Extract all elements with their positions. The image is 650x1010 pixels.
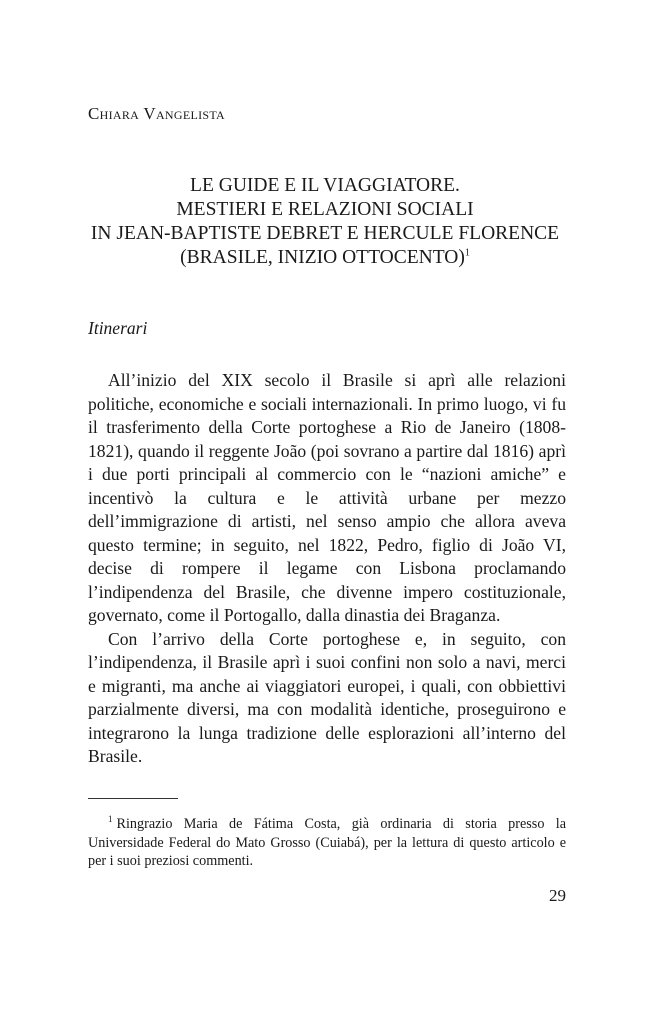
title-line-4 — [70, 246, 580, 270]
title-line-2: MESTIERI E RELAZIONI SOCIALI — [176, 199, 474, 220]
footnote-number: 1 — [108, 814, 113, 825]
footnote-divider — [88, 798, 178, 799]
title-line-4-text: (BRASILE, INIZIO OTTOCENTO) — [180, 247, 465, 268]
title-line-1: LE GUIDE E IL VIAGGIATORE. — [190, 175, 460, 196]
chapter-title — [70, 174, 580, 270]
paragraph-1: All’inizio del XIX secolo il Brasile si aprì alle relazioni politiche, economiche e sociali internazionali. In primo luogo, vi fu il trasferimento della Corte portoghese a Rio de Janeiro (1808-1821), quando il reggente João (poi sovrano a partire dal 1816) aprì i due porti principali al commercio con le “nazioni amiche” e incentivò la cultura e le attività urbane per mezzo dell’immigrazione di artisti, nel senso ampio che allora aveva questo termine; in seguito, nel 1822, Pedro, figlio di João VI, decise di rompere il legame con Lisbona proclamando l’indipendenza del Brasile, che divenne impero costituzionale, governato, come il Portogallo, dalla dinastia dei Braganza. — [88, 370, 566, 625]
title-footnote-mark[interactable]: 1 — [464, 247, 470, 259]
author-name: Chiara Vangelista — [88, 104, 226, 123]
section-heading: Itinerari — [88, 318, 148, 338]
paragraph-2: Con l’arrivo della Corte portoghese e, in seguito, con l’indipendenza, il Brasile aprì i suoi confini non solo a navi, merci e migranti, ma anche ai viaggiatori europei, i quali, con obbiettivi parzialmente diversi, ma con modalità identiche, proseguirono e integrarono la lunga tradizione delle esplorazioni all’interno del Brasile. — [88, 628, 566, 766]
footnote-text: Ringrazio Maria de Fátima Costa, già ordinaria di storia presso la Universidade Federal do Mato Grosso (Cuiabá), per la lettura di questo articolo e per i suoi preziosi commenti. — [88, 816, 566, 869]
title-line-3: IN JEAN-BAPTISTE DEBRET E HERCULE FLORENCE — [90, 223, 560, 244]
footnote — [88, 815, 566, 871]
page-number: 29 — [549, 886, 566, 905]
body-text — [88, 369, 566, 769]
